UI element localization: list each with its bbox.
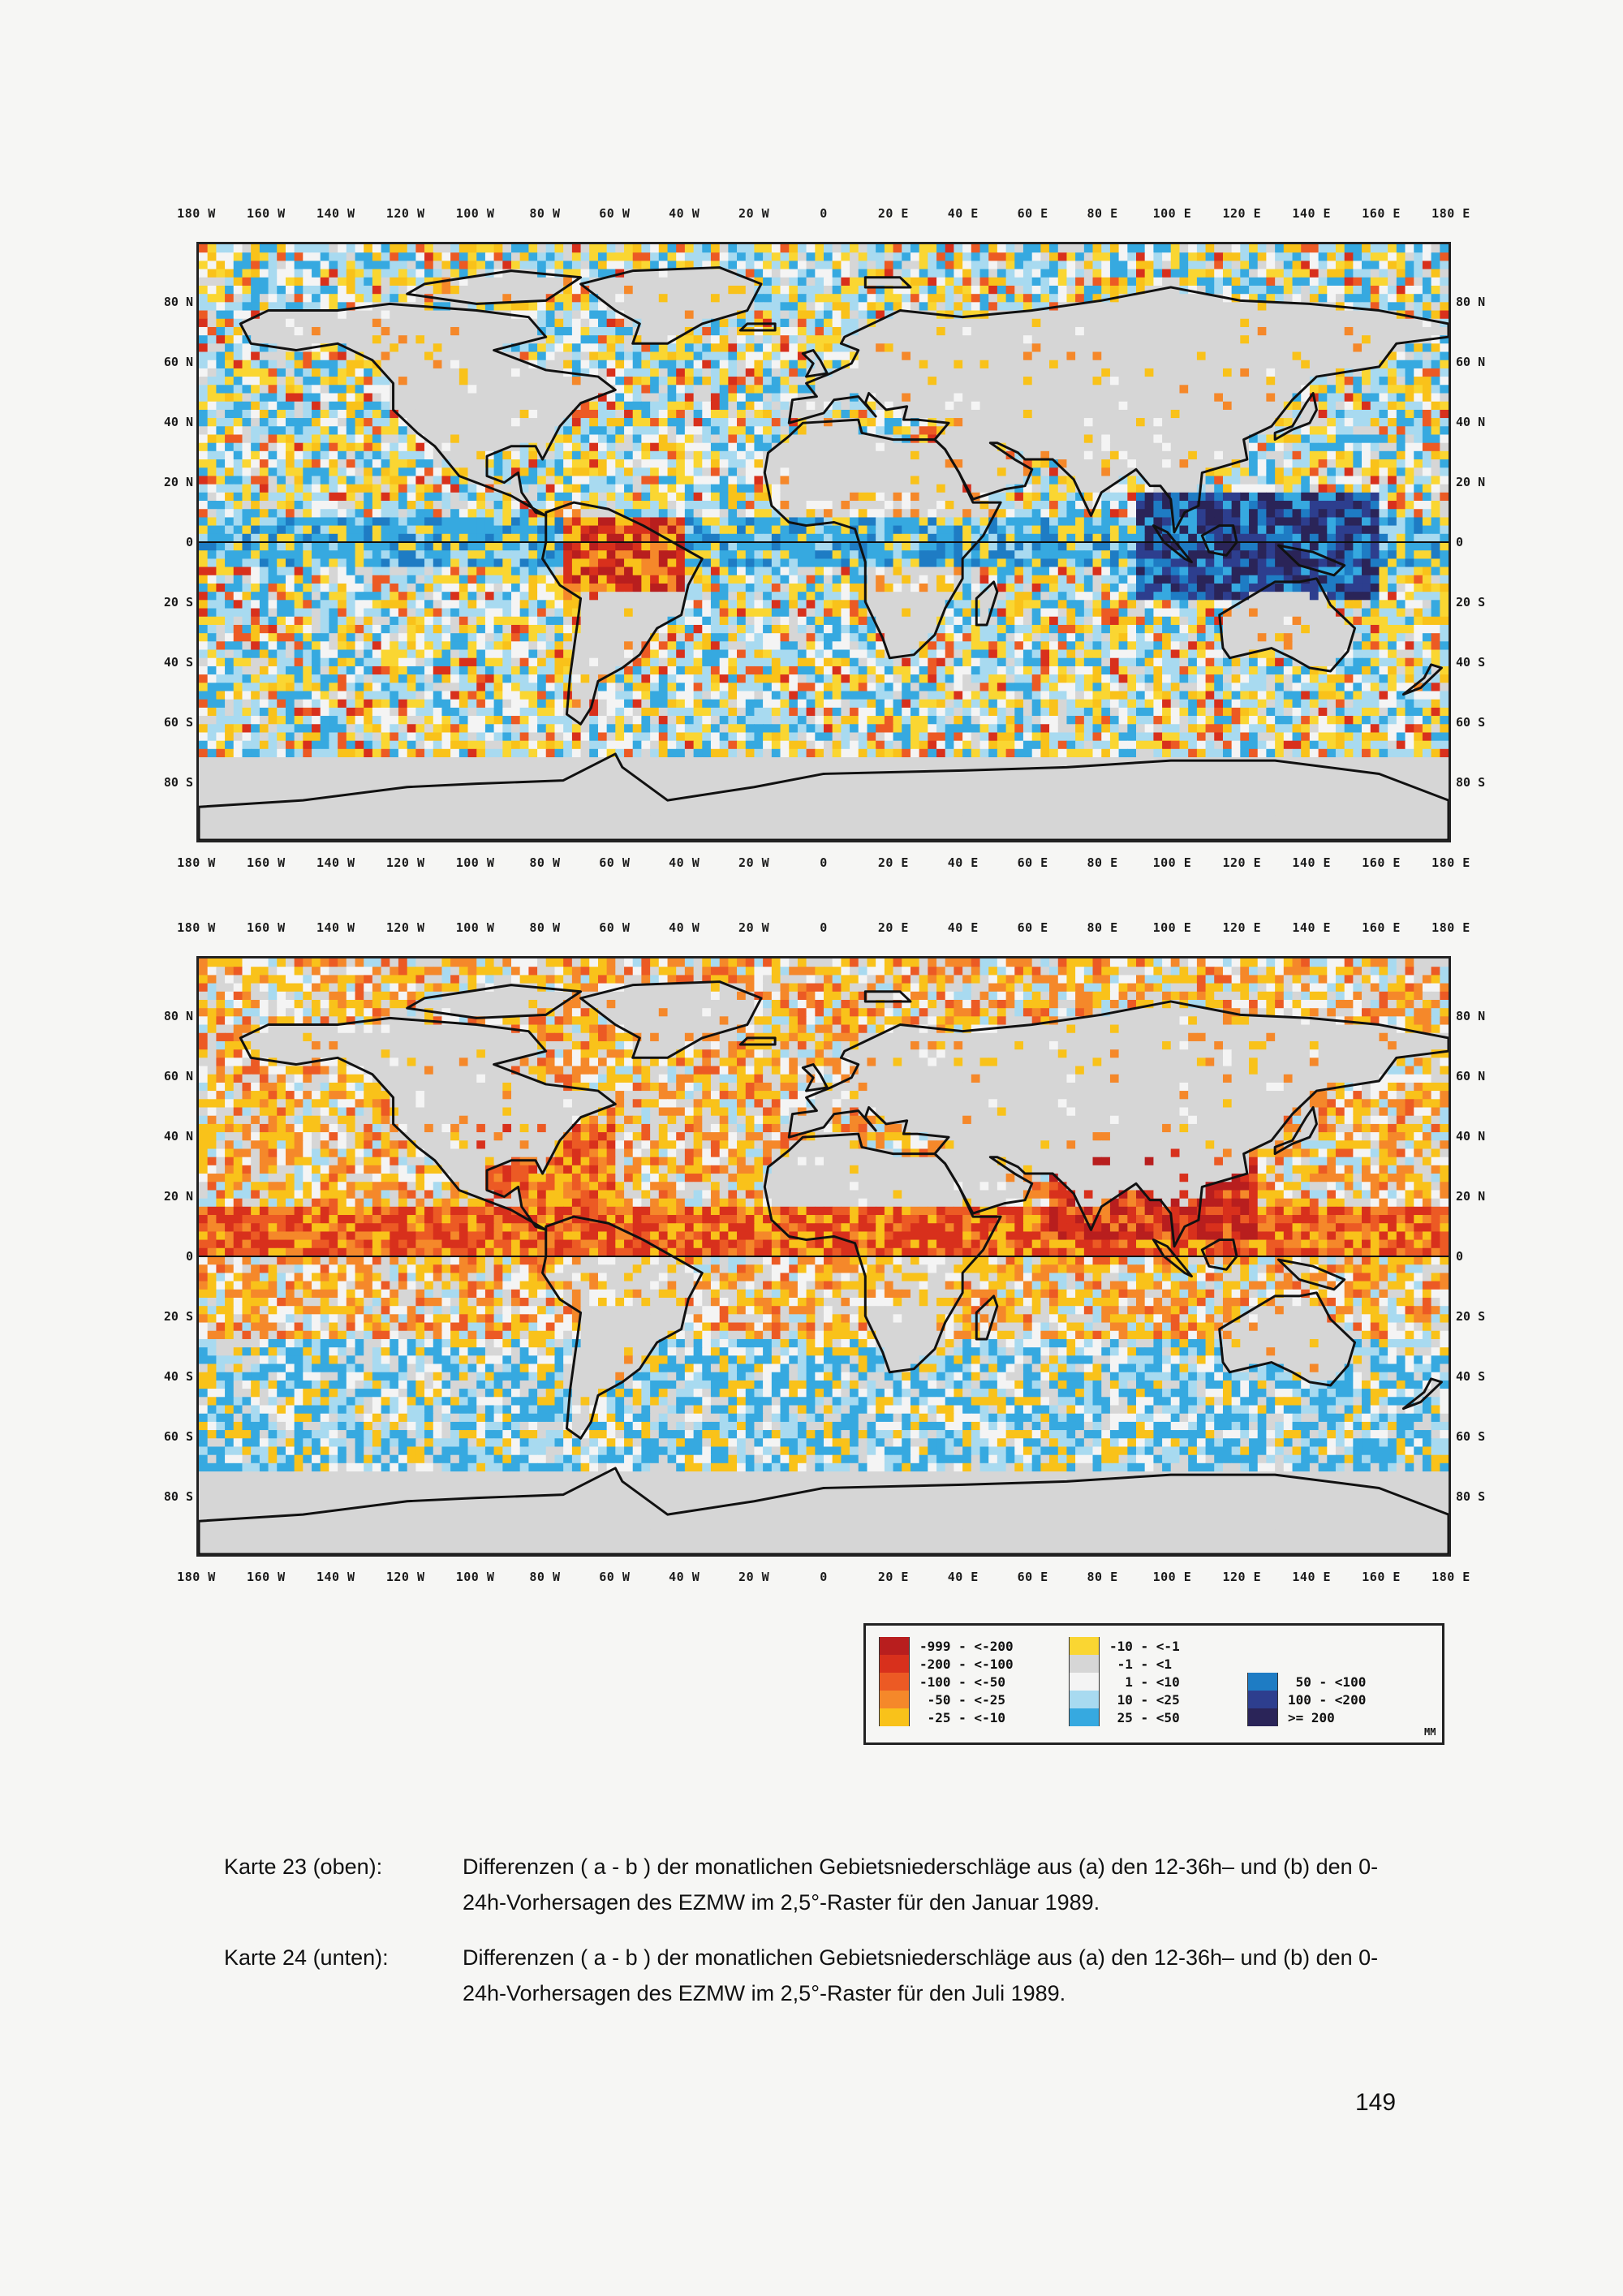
- longitude-label: 120 E: [1223, 855, 1262, 870]
- legend-label: 1 - <10: [1109, 1674, 1180, 1690]
- latitude-label: 40 S: [1456, 1369, 1485, 1384]
- longitude-label: 40 W: [669, 855, 700, 870]
- longitude-label: 60 W: [599, 855, 630, 870]
- map-grid-svg: [199, 244, 1449, 840]
- latitude-label: 20 S: [1456, 595, 1485, 610]
- latitude-label: 20 N: [164, 1189, 193, 1204]
- longitude-label: 40 W: [669, 1570, 700, 1584]
- latitude-label: 60 N: [1456, 355, 1485, 369]
- legend-swatch: [879, 1691, 910, 1708]
- longitude-label: 60 E: [1018, 855, 1048, 870]
- longitude-label: 120 E: [1223, 1570, 1262, 1584]
- longitude-label: 180 W: [177, 1570, 216, 1584]
- longitude-label: 120 E: [1223, 920, 1262, 935]
- longitude-label: 180 W: [177, 206, 216, 221]
- longitude-label: 180 W: [177, 920, 216, 935]
- legend-unit: MM: [1424, 1726, 1436, 1738]
- legend-swatch: [1069, 1673, 1100, 1691]
- longitude-axis-top: [196, 920, 1451, 941]
- longitude-label: 20 W: [738, 206, 769, 221]
- longitude-label: 80 W: [529, 206, 560, 221]
- longitude-label: 40 E: [948, 1570, 979, 1584]
- longitude-label: 20 W: [738, 920, 769, 935]
- longitude-label: 160 E: [1362, 206, 1401, 221]
- latitude-label: 80 N: [1456, 1009, 1485, 1023]
- caption-label: Karte 24 (unten):: [224, 1940, 451, 1975]
- latitude-label: 20 S: [164, 595, 193, 610]
- longitude-label: 100 W: [456, 1570, 495, 1584]
- longitude-label: 80 W: [529, 920, 560, 935]
- page-number: 149: [1355, 2089, 1396, 2117]
- longitude-label: 60 E: [1018, 206, 1048, 221]
- latitude-label: 20 S: [164, 1309, 193, 1324]
- longitude-label: 60 E: [1018, 920, 1048, 935]
- legend-swatch: [879, 1655, 910, 1673]
- latitude-label: 60 S: [1456, 715, 1485, 730]
- latitude-label: 80 N: [1456, 295, 1485, 309]
- longitude-label: 20 E: [878, 855, 909, 870]
- precipitation-map-january: [196, 242, 1451, 842]
- longitude-label: 60 W: [599, 1570, 630, 1584]
- longitude-label: 60 E: [1018, 1570, 1048, 1584]
- longitude-label: 40 E: [948, 855, 979, 870]
- legend-swatch: [1069, 1691, 1100, 1708]
- longitude-label: 100 E: [1153, 1570, 1192, 1584]
- longitude-label: 160 E: [1362, 920, 1401, 935]
- latitude-label: 80 N: [164, 295, 193, 309]
- caption-label: Karte 23 (oben):: [224, 1849, 451, 1885]
- longitude-label: 120 W: [386, 206, 425, 221]
- longitude-axis-bottom: [196, 1570, 1451, 1591]
- legend-label: -999 - <-200: [919, 1639, 1014, 1654]
- longitude-label: 0: [820, 206, 828, 221]
- map-karte-23: [170, 201, 1485, 883]
- longitude-label: 60 W: [599, 920, 630, 935]
- latitude-label: 60 S: [164, 1429, 193, 1444]
- longitude-label: 140 E: [1292, 1570, 1331, 1584]
- latitude-label: 60 S: [164, 715, 193, 730]
- legend-swatch: [1069, 1708, 1100, 1726]
- legend-label: -25 - <-10: [919, 1710, 1005, 1725]
- longitude-label: 100 E: [1153, 206, 1192, 221]
- latitude-label: 60 N: [1456, 1069, 1485, 1083]
- latitude-axis-left: [170, 956, 196, 1557]
- latitude-label: 80 S: [1456, 1489, 1485, 1504]
- latitude-label: 60 N: [164, 1069, 193, 1083]
- latitude-label: 20 S: [1456, 1309, 1485, 1324]
- longitude-label: 100 W: [456, 920, 495, 935]
- legend-swatch: [1247, 1673, 1278, 1691]
- longitude-label: 40 E: [948, 206, 979, 221]
- longitude-label: 140 E: [1292, 206, 1331, 221]
- legend-label: -10 - <-1: [1109, 1639, 1180, 1654]
- latitude-label: 40 N: [1456, 1129, 1485, 1144]
- legend-label: >= 200: [1288, 1710, 1335, 1725]
- longitude-label: 80 E: [1087, 1570, 1117, 1584]
- longitude-label: 80 E: [1087, 920, 1117, 935]
- latitude-label: 40 N: [1456, 415, 1485, 429]
- latitude-label: 20 N: [164, 475, 193, 489]
- longitude-label: 80 W: [529, 1570, 560, 1584]
- legend-label: -50 - <-25: [919, 1692, 1005, 1708]
- longitude-label: 100 W: [456, 855, 495, 870]
- longitude-label: 100 E: [1153, 855, 1192, 870]
- caption-text: Differenzen ( a - b ) der monatlichen Gebietsniederschläge aus (a) den 12-36h– und (b) den 0-24h-Vorhersagen des EZMW im 2,5°-Raster für den Juli 1989.: [463, 1940, 1396, 2011]
- longitude-label: 140 W: [316, 206, 355, 221]
- longitude-label: 0: [820, 855, 828, 870]
- longitude-label: 40 W: [669, 206, 700, 221]
- longitude-label: 100 W: [456, 206, 495, 221]
- longitude-label: 40 W: [669, 920, 700, 935]
- map-grid-svg: [199, 958, 1449, 1554]
- longitude-label: 80 W: [529, 855, 560, 870]
- latitude-label: 40 N: [164, 1129, 193, 1144]
- latitude-label: 0: [186, 1249, 193, 1264]
- longitude-label: 80 E: [1087, 855, 1117, 870]
- precipitation-map-july: [196, 956, 1451, 1557]
- legend-label: 50 - <100: [1288, 1674, 1366, 1690]
- longitude-axis-top: [196, 206, 1451, 227]
- latitude-label: 60 N: [164, 355, 193, 369]
- legend-label: -200 - <-100: [919, 1656, 1014, 1672]
- map-karte-24: [170, 915, 1485, 1597]
- legend-label: -100 - <-50: [919, 1674, 1005, 1690]
- legend-swatch: [1247, 1708, 1278, 1726]
- longitude-label: 80 E: [1087, 206, 1117, 221]
- latitude-axis-left: [170, 242, 196, 842]
- latitude-label: 40 S: [1456, 655, 1485, 670]
- caption-text: Differenzen ( a - b ) der monatlichen Gebietsniederschläge aus (a) den 12-36h– und (b) den 0-24h-Vorhersagen des EZMW im 2,5°-Raster für den Januar 1989.: [463, 1849, 1396, 1920]
- longitude-label: 140 W: [316, 1570, 355, 1584]
- legend-swatch: [879, 1673, 910, 1691]
- latitude-label: 0: [186, 535, 193, 549]
- longitude-axis-bottom: [196, 855, 1451, 877]
- legend-label: -1 - <1: [1109, 1656, 1172, 1672]
- latitude-label: 80 S: [164, 775, 193, 790]
- latitude-label: 80 S: [164, 1489, 193, 1504]
- longitude-label: 180 E: [1431, 855, 1470, 870]
- legend-swatch: [1069, 1637, 1100, 1655]
- longitude-label: 120 E: [1223, 206, 1262, 221]
- longitude-label: 160 E: [1362, 855, 1401, 870]
- latitude-label: 0: [1456, 1249, 1463, 1264]
- legend-label: 100 - <200: [1288, 1692, 1366, 1708]
- latitude-label: 40 S: [164, 1369, 193, 1384]
- longitude-label: 120 W: [386, 855, 425, 870]
- longitude-label: 20 E: [878, 1570, 909, 1584]
- legend-swatch: [879, 1708, 910, 1726]
- longitude-label: 0: [820, 920, 828, 935]
- longitude-label: 20 E: [878, 920, 909, 935]
- longitude-label: 140 W: [316, 920, 355, 935]
- longitude-label: 20 W: [738, 855, 769, 870]
- longitude-label: 160 W: [247, 1570, 286, 1584]
- longitude-label: 160 W: [247, 206, 286, 221]
- latitude-label: 20 N: [1456, 475, 1485, 489]
- longitude-label: 140 E: [1292, 855, 1331, 870]
- legend-label: 10 - <25: [1109, 1692, 1180, 1708]
- latitude-label: 80 N: [164, 1009, 193, 1023]
- longitude-label: 40 E: [948, 920, 979, 935]
- longitude-label: 100 E: [1153, 920, 1192, 935]
- longitude-label: 180 W: [177, 855, 216, 870]
- legend-label: 25 - <50: [1109, 1710, 1180, 1725]
- longitude-label: 20 E: [878, 206, 909, 221]
- longitude-label: 180 E: [1431, 206, 1470, 221]
- longitude-label: 160 W: [247, 855, 286, 870]
- longitude-label: 0: [820, 1570, 828, 1584]
- longitude-label: 160 W: [247, 920, 286, 935]
- longitude-label: 180 E: [1431, 1570, 1470, 1584]
- longitude-label: 160 E: [1362, 1570, 1401, 1584]
- legend-swatch: [1069, 1655, 1100, 1673]
- longitude-label: 20 W: [738, 1570, 769, 1584]
- longitude-label: 180 E: [1431, 920, 1470, 935]
- longitude-label: 120 W: [386, 920, 425, 935]
- latitude-label: 40 S: [164, 655, 193, 670]
- latitude-label: 40 N: [164, 415, 193, 429]
- latitude-label: 60 S: [1456, 1429, 1485, 1444]
- legend-swatch: [879, 1637, 910, 1655]
- latitude-label: 0: [1456, 535, 1463, 549]
- latitude-label: 80 S: [1456, 775, 1485, 790]
- longitude-label: 140 W: [316, 855, 355, 870]
- longitude-label: 120 W: [386, 1570, 425, 1584]
- longitude-label: 60 W: [599, 206, 630, 221]
- latitude-axis-right: [1451, 956, 1485, 1557]
- legend-swatch: [1247, 1691, 1278, 1708]
- longitude-label: 140 E: [1292, 920, 1331, 935]
- latitude-axis-right: [1451, 242, 1485, 842]
- color-legend: [863, 1623, 1444, 1745]
- latitude-label: 20 N: [1456, 1189, 1485, 1204]
